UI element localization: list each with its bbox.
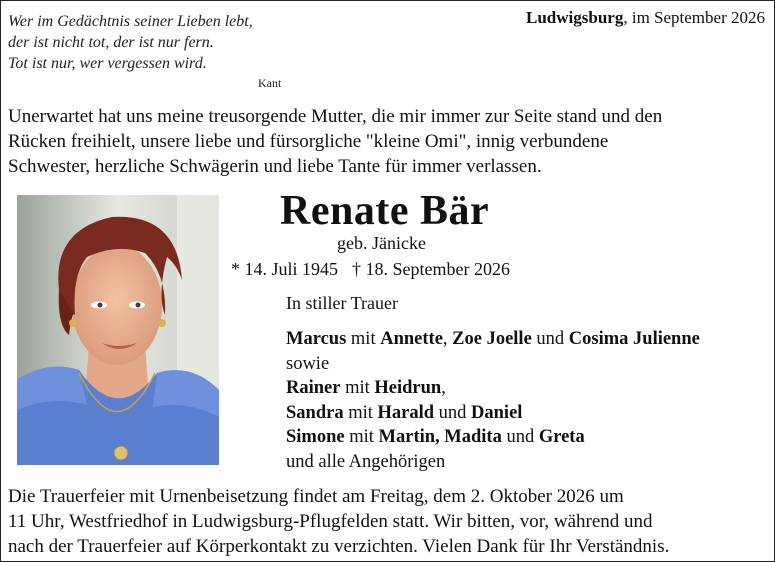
family-line: und alle Angehörigen <box>286 451 446 472</box>
place-date <box>526 8 765 28</box>
family-name: Heidrun <box>374 378 442 399</box>
connector: und <box>531 329 569 349</box>
closing-line: Die Trauerfeier mit Urnenbeisetzung findet am Freitag, dem 2. Oktober 2026 um <box>8 486 624 507</box>
family-line <box>286 401 700 426</box>
family-list <box>286 327 700 475</box>
quote-line: der ist nicht tot, der ist nur fern. <box>8 34 214 51</box>
family-name: Marcus <box>286 329 347 349</box>
portrait-photo <box>17 195 219 465</box>
family-name: Harald <box>377 402 435 423</box>
intro-line: Rücken freihielt, unsere liebe und fürsorgliche "kleine Omi", innig verbundene <box>8 131 609 152</box>
connector: , <box>441 378 446 399</box>
intro-line: Unerwartet hat uns meine treusorgende Mutter, die mir immer zur Seite stand und den <box>8 106 663 127</box>
death-date: † 18. September 2026 <box>352 259 510 279</box>
family-name: Rainer <box>286 378 341 399</box>
quote-line: Tot ist nur, wer vergessen wird. <box>8 55 207 72</box>
family-line <box>286 327 700 352</box>
connector: mit <box>343 402 378 423</box>
place: Ludwigsburg <box>526 8 624 27</box>
quote-line: Wer im Gedächtnis seiner Lieben lebt, <box>8 13 253 30</box>
intro-line: Schwester, herzliche Schwägerin und liebe Tante für immer verlassen. <box>8 156 542 177</box>
birth-date: * 14. Juli 1945 <box>231 259 339 279</box>
deceased-name: Renate Bär <box>280 188 490 234</box>
memorial-quote <box>8 11 253 74</box>
closing-text <box>8 484 770 559</box>
maiden-name: geb. Jänicke <box>337 233 426 253</box>
family-name: Zoe Joelle <box>452 329 532 349</box>
family-line <box>286 376 700 401</box>
connector: mit <box>340 378 375 399</box>
family-name: Annette <box>380 329 443 349</box>
family-name: Martin, Madita <box>378 427 502 448</box>
family-line <box>286 425 700 450</box>
intro-text <box>8 104 768 179</box>
connector: und <box>501 427 539 448</box>
family-name: Sandra <box>286 402 344 423</box>
family-name: Daniel <box>471 402 523 423</box>
family-line: sowie <box>286 353 330 374</box>
date-text: , im September 2026 <box>623 8 765 27</box>
connector: mit <box>344 427 379 448</box>
closing-line: 11 Uhr, Westfriedhof in Ludwigsburg-Pflugfelden statt. Wir bitten, vor, während und <box>8 511 653 532</box>
mourning-label: In stiller Trauer <box>286 293 398 313</box>
connector: und <box>434 402 472 423</box>
family-name: Greta <box>538 427 585 448</box>
quote-author: Kant <box>258 76 282 90</box>
family-name: Simone <box>286 427 345 448</box>
life-dates <box>231 259 510 280</box>
family-name: Cosima Julienne <box>568 329 700 349</box>
connector: , <box>442 329 453 349</box>
connector: mit <box>346 329 381 349</box>
closing-line: nach der Trauerfeier auf Körperkontakt zu verzichten. Vielen Dank für Ihr Verständnis. <box>8 536 670 557</box>
